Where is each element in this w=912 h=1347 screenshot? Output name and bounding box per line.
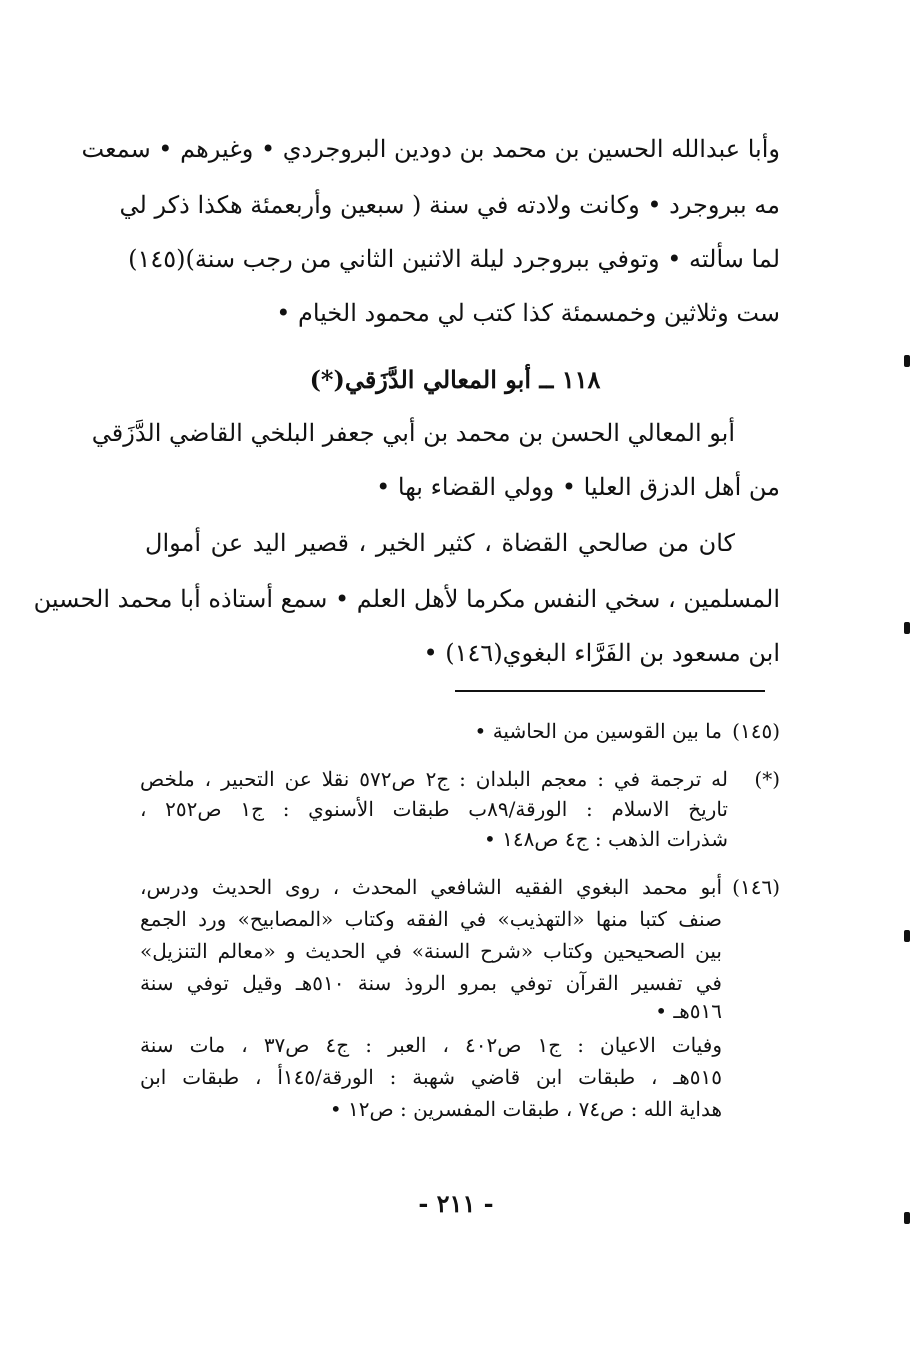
footnote-line: بين الصحيحين وكتاب «شرح السنة» في الحديث و «معالم التنزيل» bbox=[140, 939, 722, 963]
body-line: كان من صالحي القضاة ، كثير الخير ، قصير اليد عن أموال bbox=[145, 529, 735, 557]
footnote-separator bbox=[455, 690, 765, 692]
body-line: وأبا عبدالله الحسين بن محمد بن دودين البروجردي • وغيرهم • سمعت bbox=[81, 135, 780, 163]
scan-edge-mark bbox=[904, 622, 910, 634]
footnote-line: أبو محمد البغوي الفقيه الشافعي المحدث ، روى الحديث ودرس، bbox=[140, 875, 722, 899]
footnote-line: ما بين القوسين من الحاشية • bbox=[474, 719, 722, 743]
scan-edge-mark bbox=[904, 930, 910, 942]
footnote-line: ٥١٥هـ ، طبقات ابن قاضي شهبة : الورقة/١٤٥أ ، طبقات ابن bbox=[140, 1065, 722, 1089]
body-line: مه ببروجرد • وكانت ولادته في سنة ( سبعين وأربعمئة هكذا ذكر لي bbox=[119, 191, 780, 219]
footnote-line: وفيات الاعيان : ج١ ص٤٠٢ ، العبر : ج٤ ص٣٧ ، مات سنة bbox=[140, 1033, 722, 1057]
footnote-line: شذرات الذهب : ج٤ ص١٤٨ • bbox=[483, 827, 728, 851]
footnote-label: (١٤٦) bbox=[732, 875, 780, 899]
footnote-label: (*) bbox=[754, 767, 780, 791]
body-line: أبو المعالي الحسن بن محمد بن أبي جعفر البلخي القاضي الدَّزَقي bbox=[91, 419, 735, 447]
footnote-line: صنف كتبا منها «التهذيب» في الفقه وكتاب «المصابيح» ورد الجمع bbox=[140, 907, 722, 931]
body-line: ابن مسعود بن الفَرَّاء البغوي(١٤٦) • bbox=[423, 639, 780, 667]
body-line: المسلمين ، سخي النفس مكرما لأهل العلم • سمع أستاذه أبا محمد الحسين bbox=[33, 585, 780, 613]
body-line: ست وثلاثين وخمسمئة كذا كتب لي محمود الخيام • bbox=[276, 299, 780, 327]
footnote-line: هداية الله : ص٧٤ ، طبقات المفسرين : ص١٢ • bbox=[329, 1097, 722, 1121]
scan-edge-mark bbox=[904, 355, 910, 367]
body-line: من أهل الدزق العليا • وولي القضاء بها • bbox=[376, 473, 780, 501]
entry-heading: ١١٨ ــ أبو المعالي الدَّزَقي(*) bbox=[309, 365, 601, 394]
footnote-line: في تفسير القرآن توفي بمرو الروذ سنة ٥١٠هـ وقيل توفي سنة bbox=[140, 971, 722, 995]
page-number: - ٢١١ - bbox=[418, 1189, 494, 1218]
footnote-label: (١٤٥) bbox=[732, 719, 780, 743]
footnote-line: تاريخ الاسلام : الورقة/٨٩ب طبقات الأسنوي : ج١ ص٢٥٢ ، bbox=[140, 797, 729, 821]
scan-edge-mark bbox=[904, 1212, 910, 1224]
footnote-line: له ترجمة في : معجم البلدان : ج٢ ص٥٧٢ نقلا عن التحبير ، ملخص bbox=[140, 767, 728, 791]
body-line: لما سألته • وتوفي ببروجرد ليلة الاثنين الثاني من رجب سنة)(١٤٥) bbox=[128, 245, 780, 273]
footnote-line: ٥١٦هـ • bbox=[655, 999, 722, 1023]
